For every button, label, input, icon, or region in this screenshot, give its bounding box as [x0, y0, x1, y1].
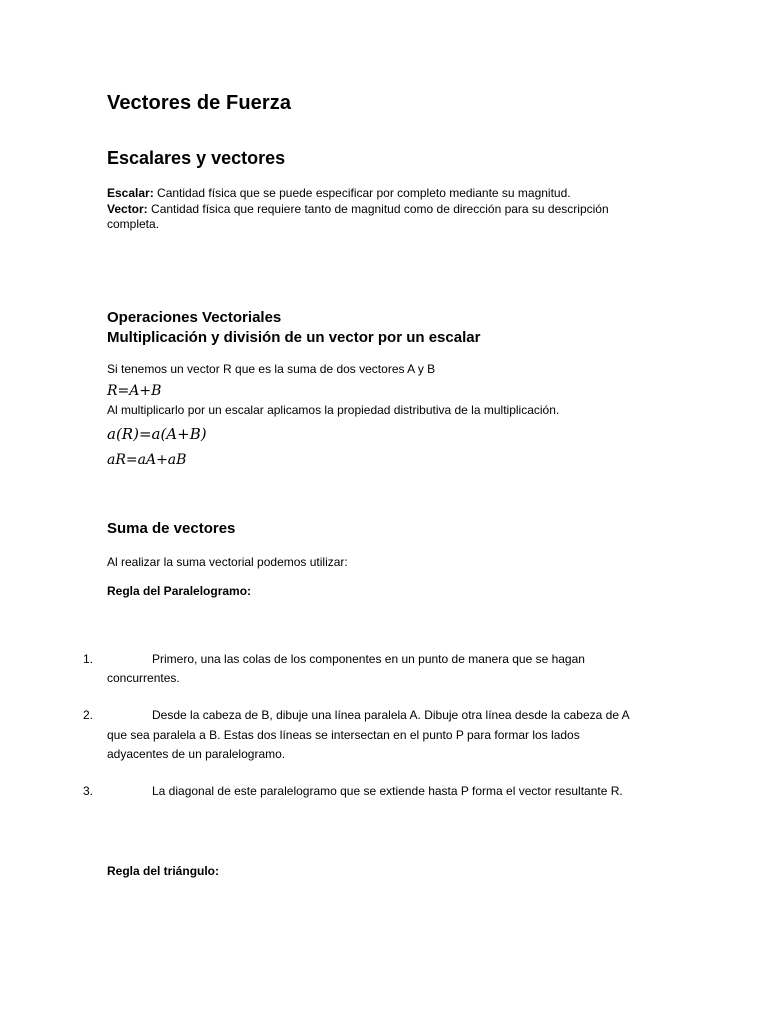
section-heading-escalares: Escalares y vectores [107, 148, 286, 168]
step-1-line-2: concurrentes. [107, 671, 180, 685]
vector-text: Cantidad física que requiere tanto de magnitud como de dirección para su descripción [147, 202, 609, 216]
document-title: Vectores de Fuerza [107, 92, 292, 114]
distributive-text: Al multiplicarlo por un escalar aplicamos la propiedad distributiva de la multiplicación. [107, 403, 560, 417]
scalar-term: Escalar: [107, 186, 154, 200]
scalar-text: Cantidad física que se puede especificar por completo mediante su magnitud. [153, 186, 571, 200]
step-1-line-1: Primero, una las colas de los componentes en un punto de manera que se hagan [152, 652, 585, 666]
step-2-line-3: adyacentes de un paralelogramo. [107, 747, 286, 761]
step-2-line-1: Desde la cabeza de B, dibuje una línea paralela A. Dibuje otra línea desde la cabeza de A [152, 708, 630, 722]
equation-1: R=A+B [107, 383, 162, 399]
suma-intro-text: Al realizar la suma vectorial podemos utilizar: [107, 555, 348, 569]
scalar-definition [107, 185, 571, 201]
section-heading-suma: Suma de vectores [107, 520, 236, 537]
section-heading-operaciones: Operaciones Vectoriales [107, 309, 282, 326]
vector-definition-cont: completa. [107, 217, 160, 231]
rule-paralelogramo-heading: Regla del Paralelogramo: [107, 584, 252, 598]
step-3-number: 3. [83, 784, 94, 798]
subsection-heading-multiplicacion: Multiplicación y división de un vector por un escalar [107, 329, 481, 346]
step-2-number: 2. [83, 708, 94, 722]
vector-definition [107, 201, 609, 217]
sum-intro-text: Si tenemos un vector R que es la suma de dos vectores A y B [107, 362, 436, 376]
rule-triangulo-heading: Regla del triángulo: [107, 864, 220, 878]
step-1-number: 1. [83, 652, 94, 666]
vector-term: Vector: [107, 202, 148, 216]
step-2-line-2: que sea paralela a B. Estas dos líneas se intersectan en el punto P para formar los lados [107, 728, 580, 742]
equation-2: a(R)=a(A+B) [107, 425, 207, 443]
equation-3: aR=aA+aB [107, 452, 187, 468]
step-3-line-1: La diagonal de este paralelogramo que se extiende hasta P forma el vector resultante R. [152, 784, 623, 798]
